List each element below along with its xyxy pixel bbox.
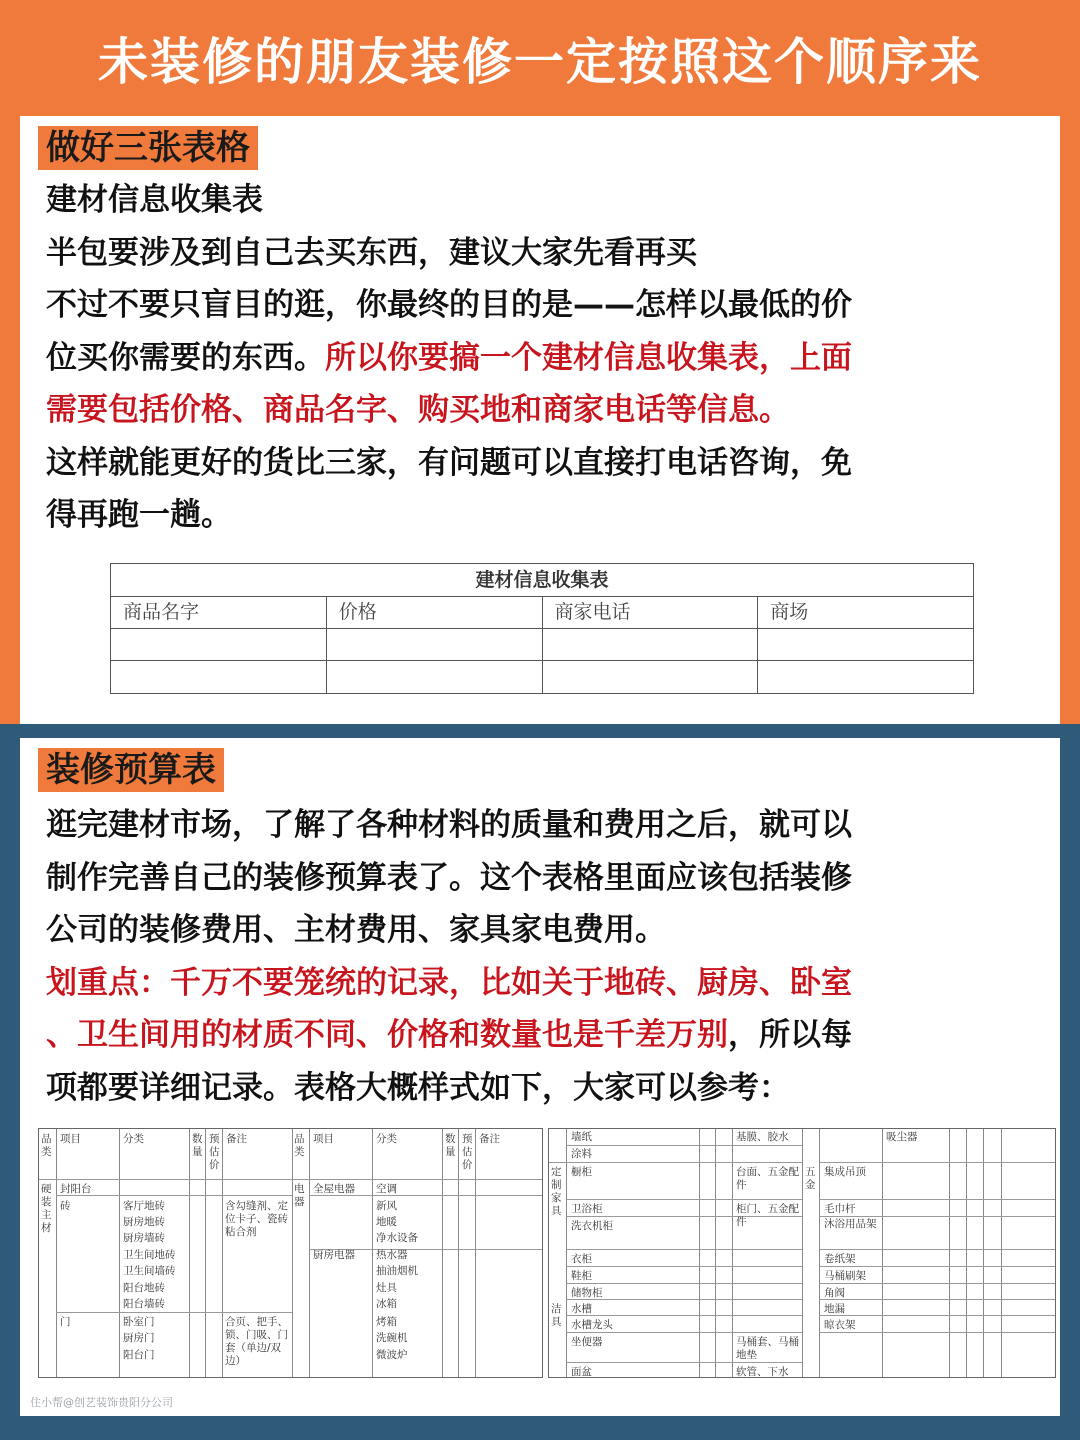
item-cell: 储物柜 (571, 1287, 603, 1299)
table-header-row (111, 597, 973, 629)
text-line: 这样就能更好的货比三家，有问题可以直接打电话咨询，免 (46, 444, 852, 481)
type-cell: 空调 (376, 1183, 397, 1195)
type-cell: 阳台门 (123, 1349, 155, 1361)
table-cell (111, 661, 327, 693)
category-hardware: 五金 (805, 1166, 816, 1191)
header-note: 备注 (226, 1133, 247, 1145)
category-hard: 硬装主材 (41, 1183, 52, 1234)
material-info-table (110, 563, 974, 694)
section-tag-budget: 装修预算表 (38, 748, 224, 792)
table-header-cell: 价格 (327, 597, 543, 628)
header-estimate: 预估价 (462, 1133, 473, 1171)
note-cell: 软管、下水 (736, 1366, 789, 1378)
item-cell: 面盆 (571, 1366, 592, 1378)
type-cell: 热水器 (376, 1249, 408, 1261)
table-cell (758, 661, 973, 693)
text-line: 公司的装修费用、主材费用、家具家电费用。 (46, 912, 666, 948)
section1-text (46, 174, 1038, 542)
item-kitchen-appliance: 厨房电器 (313, 1249, 355, 1261)
category-appliance: 电器 (294, 1183, 305, 1208)
type-cell: 厨房门 (123, 1332, 155, 1344)
table-header-cell: 商家电话 (543, 597, 759, 628)
highlight-text: 划重点：千万不要笼统的记录，比如关于地砖、厨房、卧室 (46, 964, 852, 1001)
type-cell: 冰箱 (376, 1298, 397, 1310)
type-cell: 灶具 (376, 1282, 397, 1294)
header-item: 项目 (313, 1133, 334, 1145)
table-row (111, 629, 973, 661)
type-cell: 抽油烟机 (376, 1265, 418, 1277)
header-category: 品类 (41, 1133, 52, 1158)
type-cell: 烤箱 (376, 1316, 397, 1328)
type-cell: 卫生间墙砖 (123, 1265, 176, 1277)
note-tile: 含勾缝剂、定位卡子、瓷砖粘合剂 (225, 1200, 288, 1238)
table-cell (543, 629, 759, 660)
note-door: 合页、把手、锁、门吸、门套（单边/双边） (225, 1316, 288, 1367)
type-cell: 新风 (376, 1200, 397, 1212)
header-note: 备注 (479, 1133, 500, 1145)
highlight-text: 需要包括价格、商品名字、购买地和商家电话等信息。 (46, 392, 790, 428)
item-tile: 砖 (60, 1200, 71, 1212)
type-cell: 厨房墙砖 (123, 1232, 165, 1244)
item-cell: 橱柜 (571, 1166, 592, 1178)
highlight-text: 、卫生间用的材质不同、价格和数量也是千差万别 (46, 1017, 728, 1053)
type-cell: 阳台地砖 (123, 1282, 165, 1294)
item-cell: 鞋柜 (571, 1270, 592, 1282)
note-cell: 马桶套、马桶地垫 (736, 1336, 799, 1361)
type-cell: 卫生间地砖 (123, 1249, 176, 1261)
text-line: 项都要详细记录。表格大概样式如下，大家可以参考： (46, 1069, 790, 1106)
text-line: 、卫生间用的材质不同、价格和数量也是千差万别，所以每 (46, 1017, 852, 1053)
item-door: 门 (60, 1316, 71, 1328)
text-line: 建材信息收集表 (46, 182, 263, 218)
item-cell: 晾衣架 (824, 1319, 856, 1331)
text-line: 得再跑一趟。 (46, 497, 232, 533)
section2-text (46, 799, 1038, 1114)
watermark: 住小帮@创艺装饰贵阳分公司 (30, 1396, 173, 1409)
type-cell: 厨房地砖 (123, 1216, 165, 1228)
type-cell: 卧室门 (123, 1316, 155, 1328)
header-type: 分类 (123, 1133, 144, 1145)
category-sanitary: 洁具 (551, 1303, 562, 1328)
type-cell: 地暖 (376, 1216, 397, 1228)
budget-table-right (548, 1128, 1056, 1378)
item-cell: 沐浴用品架 (824, 1218, 877, 1230)
type-cell: 阳台墙砖 (123, 1298, 165, 1310)
header-estimate: 预估价 (209, 1133, 220, 1171)
text-line: 半包要涉及到自己去买东西，建议大家先看再买 (46, 234, 697, 271)
item-balcony: 封阳台 (60, 1183, 92, 1195)
item-cell: 墙纸 (571, 1131, 592, 1143)
text-line: 逛完建材市场，了解了各种材料的质量和费用之后，就可以 (46, 807, 852, 843)
table-cell (758, 629, 973, 660)
type-cell: 净水设备 (376, 1232, 418, 1244)
item-cell: 卷纸架 (824, 1253, 856, 1265)
item-cell: 水槽 (571, 1303, 592, 1315)
item-cell: 马桶刷架 (824, 1270, 866, 1282)
note-cell: 台面、五金配件 (736, 1166, 799, 1191)
budget-table-left (38, 1128, 543, 1378)
page-title: 未装修的朋友装修一定按照这个顺序来 (98, 33, 982, 91)
highlight-text: 所以你要搞一个建材信息收集表，上面 (325, 339, 852, 376)
table-title: 建材信息收集表 (111, 564, 973, 597)
table-cell (111, 629, 327, 660)
table-header-cell: 商场 (770, 601, 809, 623)
table-cell (543, 661, 759, 693)
item-cell: 坐便器 (571, 1336, 603, 1348)
type-cell: 客厅地砖 (123, 1200, 165, 1212)
item-cell: 涂料 (571, 1148, 592, 1160)
note-cell: 基膜、胶水 (736, 1131, 789, 1143)
item-cell: 衣柜 (571, 1253, 592, 1265)
item-cell: 洗衣机柜 (571, 1220, 613, 1232)
table-cell (327, 629, 543, 660)
text-line: 制作完善自己的装修预算表了。这个表格里面应该包括装修 (46, 859, 852, 896)
text-line: 不过不要只盲目的逛，你最终的目的是——怎样以最低的价 (46, 287, 852, 323)
header-quantity: 数量 (445, 1133, 456, 1158)
item-cell: 角阀 (824, 1287, 845, 1299)
item-cell: 卫浴柜 (571, 1203, 603, 1215)
header-category: 品类 (294, 1133, 305, 1158)
item-cell: 毛巾杆 (824, 1203, 856, 1215)
type-cell: 微波炉 (376, 1349, 408, 1361)
table-cell (327, 661, 543, 693)
type-cell: 洗碗机 (376, 1332, 408, 1344)
header-type: 分类 (376, 1133, 397, 1145)
item-whole-house: 全屋电器 (313, 1183, 355, 1195)
note-cell: 柜门、五金配件 (736, 1203, 799, 1228)
section-tag-three-tables: 做好三张表格 (38, 126, 258, 170)
item-cell: 吸尘器 (886, 1131, 918, 1143)
item-cell: 集成吊顶 (824, 1166, 866, 1178)
item-cell: 水槽龙头 (571, 1319, 613, 1331)
header-quantity: 数量 (192, 1133, 203, 1158)
item-cell: 地漏 (824, 1303, 845, 1315)
category-custom: 定制家具 (551, 1166, 562, 1217)
table-header-cell: 商品名字 (111, 597, 327, 628)
table-row (111, 661, 973, 693)
header-item: 项目 (60, 1133, 81, 1145)
text-line: 位买你需要的东西。所以你要搞一个建材信息收集表，上面 (46, 339, 852, 376)
